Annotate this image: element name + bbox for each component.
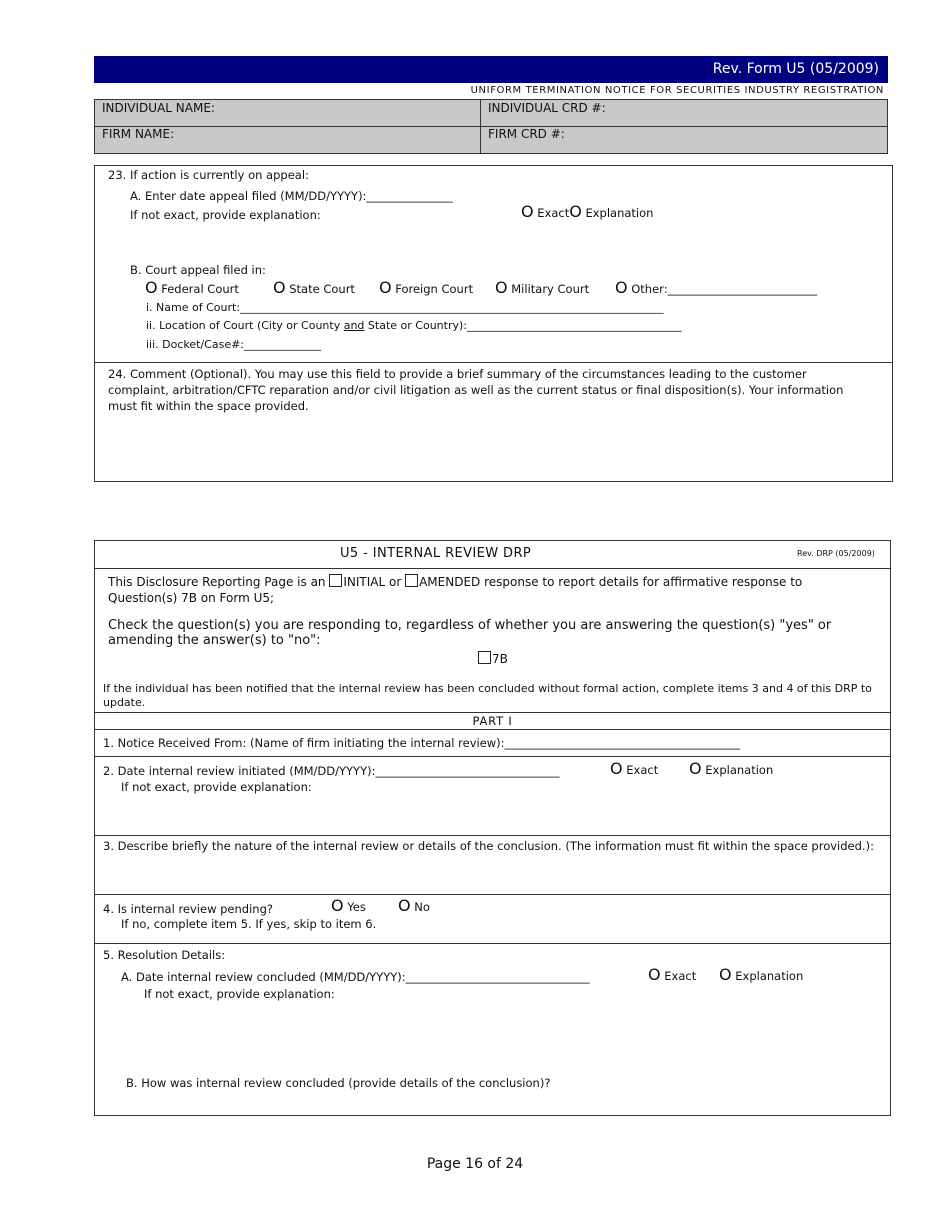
individual-name-field[interactable]: [102, 101, 215, 115]
radio-circle-icon[interactable]: O: [521, 202, 534, 221]
court-federal[interactable]: [145, 280, 239, 296]
form-title: Rev. Form U5 (05/2009): [712, 61, 879, 77]
checkbox-icon[interactable]: [405, 574, 418, 587]
exact-label: Exact: [537, 206, 570, 220]
court-label: Military Court: [511, 282, 590, 296]
item4-note: If no, complete item 5. If yes, skip to item 6.: [121, 917, 377, 931]
location-and: and: [343, 319, 365, 332]
q23-explain-label: If not exact, provide explanation:: [130, 208, 321, 222]
form-subtitle: UNIFORM TERMINATION NOTICE FOR SECURITIES INDUSTRY REGISTRATION: [470, 85, 884, 96]
drp-title: U5 - INTERNAL REVIEW DRP: [340, 546, 532, 561]
radio-circle-icon[interactable]: O: [719, 965, 732, 984]
q7b-label: 7B: [492, 652, 508, 666]
radio-circle-icon[interactable]: O: [273, 278, 286, 297]
court-label: Foreign Court: [395, 282, 474, 296]
q23-exact-option[interactable]: [521, 204, 653, 220]
court-label: Federal Court: [161, 282, 239, 296]
explanation-label: Explanation: [585, 206, 654, 220]
radio-circle-icon[interactable]: O: [398, 896, 411, 915]
item4-yes-option[interactable]: [331, 898, 366, 914]
radio-circle-icon[interactable]: O: [648, 965, 661, 984]
location-prefix: ii. Location of Court (City or County: [146, 319, 344, 332]
q7b-checkbox[interactable]: [478, 651, 508, 666]
exact-label: Exact: [664, 969, 697, 983]
court-label: Other:__________________________: [631, 282, 818, 296]
docket-field[interactable]: iii. Docket/Case#:______________: [146, 338, 322, 351]
court-foreign[interactable]: [379, 280, 473, 296]
identity-grid: [94, 99, 888, 154]
item5b-how-concluded[interactable]: B. How was internal review concluded (provide details of the conclusion)?: [126, 1076, 551, 1090]
item2-explain-label: If not exact, provide explanation:: [121, 780, 312, 794]
firm-crd-field[interactable]: [488, 127, 565, 141]
checkbox-icon[interactable]: [478, 651, 491, 664]
explanation-label: Explanation: [735, 969, 804, 983]
item2-date-initiated[interactable]: 2. Date internal review initiated (MM/DD/YYYY):________________________________: [103, 764, 560, 778]
amended-label: AMENDED: [419, 575, 481, 589]
court-military[interactable]: [495, 280, 589, 296]
item3-describe[interactable]: 3. Describe briefly the nature of the internal review or details of the conclusion. (The information must fit within the space provided.):: [103, 839, 874, 853]
radio-circle-icon[interactable]: O: [495, 278, 508, 297]
item5a-exact-option[interactable]: [648, 967, 696, 983]
item1-notice-received[interactable]: 1. Notice Received From: (Name of firm initiating the internal review):_________________________________________: [103, 736, 741, 750]
q24-comment-label[interactable]: [108, 366, 854, 414]
court-state[interactable]: [273, 280, 355, 296]
item4-pending-label: 4. Is internal review pending?: [103, 902, 273, 916]
item5a-date-concluded[interactable]: A. Date internal review concluded (MM/DD/YYYY):________________________________: [121, 970, 590, 984]
radio-circle-icon[interactable]: O: [379, 278, 392, 297]
individual-crd-label: INDIVIDUAL CRD #:: [488, 101, 606, 115]
no-label: No: [414, 900, 430, 914]
item4-no-option[interactable]: [398, 898, 430, 914]
initial-label: INITIAL: [343, 575, 386, 589]
item5a-explanation-option[interactable]: [719, 967, 803, 983]
radio-circle-icon[interactable]: O: [331, 896, 344, 915]
court-label: State Court: [289, 282, 355, 296]
yes-label: Yes: [347, 900, 366, 914]
q23-appeal-date[interactable]: A. Enter date appeal filed (MM/DD/YYYY):_______________: [130, 189, 453, 203]
firm-name-field[interactable]: [102, 127, 174, 141]
name-of-court-field[interactable]: i. Name of Court:_____________________________________________________________________________: [146, 301, 664, 314]
q23-court-label: B. Court appeal filed in:: [130, 263, 266, 277]
q24-text: 24. Comment (Optional). You may use this field to provide a brief summary of the circumstances leading to the customer complaint, arbitration/CFTC reparation and/or civil litigation as well as the current status or final disposition(s). Your information must fit within the space provided.: [108, 367, 844, 413]
explanation-label: Explanation: [705, 763, 774, 777]
part-heading: PART I: [472, 714, 513, 728]
intro-suffix: response to report details for affirmative response to Question(s) 7B on Form U5;: [108, 575, 803, 605]
radio-circle-icon[interactable]: O: [689, 759, 702, 778]
drp-notified-text: If the individual has been notified that the internal review has been concluded without formal action, complete items 3 and 4 of this DRP to update.: [103, 682, 872, 709]
location-of-court-field[interactable]: [146, 319, 681, 332]
checkbox-icon[interactable]: [329, 574, 342, 587]
form-title-bar: [94, 56, 888, 83]
item2-exact-option[interactable]: [610, 761, 658, 777]
individual-name-label: INDIVIDUAL NAME:: [102, 101, 215, 115]
item5-label: 5. Resolution Details:: [103, 948, 226, 962]
item5a-explain-label: If not exact, provide explanation:: [144, 987, 335, 1001]
court-other[interactable]: [615, 280, 817, 296]
q23-title: 23. If action is currently on appeal:: [108, 168, 309, 182]
drp-check-text: Check the question(s) you are responding to, regardless of whether you are answering the question(s) "yes" or amending the answer(s) to "no":: [108, 618, 832, 648]
drp-rev: Rev. DRP (05/2009): [797, 549, 875, 558]
exact-label: Exact: [626, 763, 659, 777]
radio-circle-icon[interactable]: O: [610, 759, 623, 778]
radio-circle-icon[interactable]: O: [569, 202, 582, 221]
intro-prefix: This Disclosure Reporting Page is an: [108, 575, 330, 589]
location-suffix: State or Country):_______________________________________: [364, 319, 682, 332]
item2-explanation-option[interactable]: [689, 761, 773, 777]
radio-circle-icon[interactable]: O: [615, 278, 628, 297]
firm-name-label: FIRM NAME:: [102, 127, 175, 141]
individual-crd-field[interactable]: [488, 101, 606, 115]
firm-crd-label: FIRM CRD #:: [488, 127, 565, 141]
radio-circle-icon[interactable]: O: [145, 278, 158, 297]
drp-intro: [108, 574, 868, 606]
page-number: Page 16 of 24: [426, 1156, 524, 1172]
or-label: or: [385, 575, 406, 589]
